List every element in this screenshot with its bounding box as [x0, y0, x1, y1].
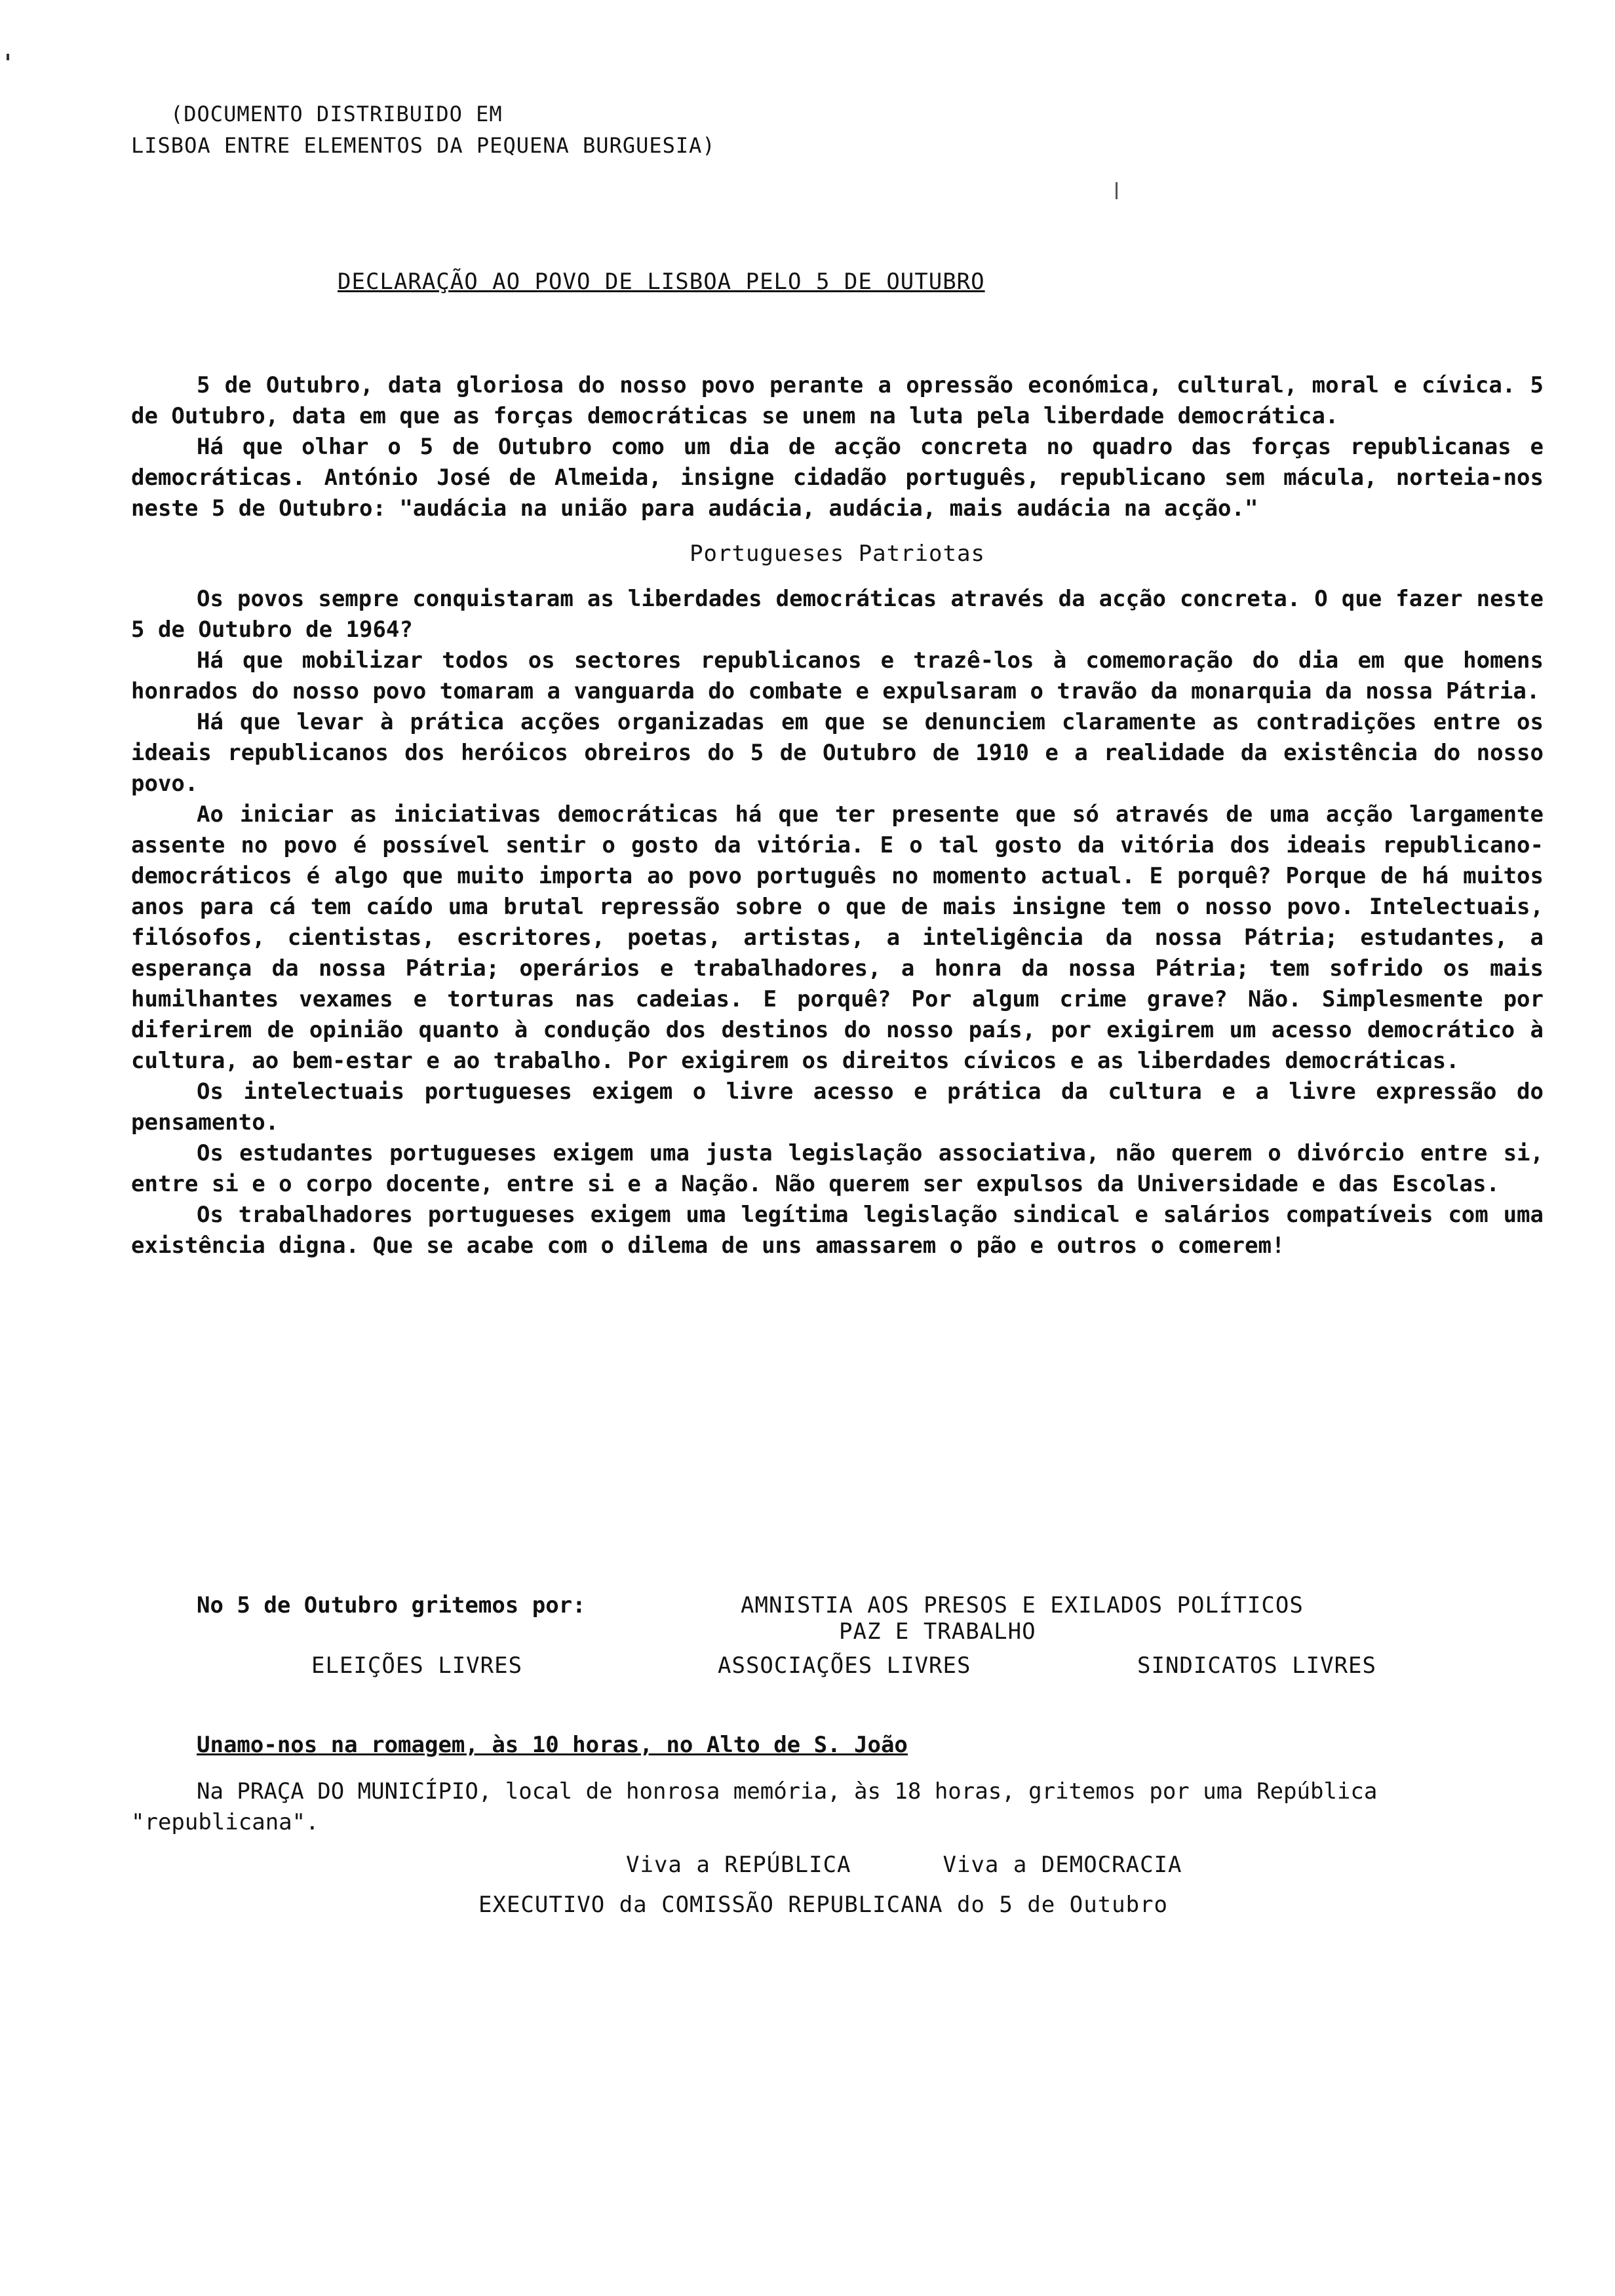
paragraph: Há que olhar o 5 de Outubro como um dia de acção concreta no quadro das forças republicanas e democráticas. António José de Almeida, insigne cidadão português, republicano sem mácula, norteia-nos neste 5 de Outubro: "audácia na união para audácia, audácia, mais audácia na acção."	[131, 434, 1544, 522]
paragraph: Os trabalhadores portugueses exigem uma legítima legislação sindical e salários compatíveis com uma existência digna. Que se acabe com o dilema de uns amassarem o pão e outros o comerem!	[131, 1202, 1544, 1259]
paragraph: Os povos sempre conquistaram as liberdades democráticas através da acção concreta. O que fazer neste 5 de Outubro de 1964?	[131, 586, 1544, 643]
slogans-block	[131, 1591, 1544, 1679]
header-line-1: (DOCUMENTO DISTRIBUIDO EM	[170, 102, 503, 126]
document-body	[131, 370, 1544, 1261]
vivas-line	[131, 1850, 1544, 1881]
slogans-row	[311, 1651, 1557, 1680]
document-header	[131, 98, 983, 161]
closing-block	[131, 1730, 1544, 1921]
praca-notice: Na PRAÇA DO MUNICÍPIO, local de honrosa memória, às 18 horas, gritemos por uma República "republicana".	[131, 1778, 1378, 1835]
paragraph: Há que mobilizar todos os sectores republicanos e trazê-los à comemoração do dia em que homens honrados do nosso povo tomaram a vanguarda do combate e expulsaram o travão da monarquia da nossa Pátria.	[131, 647, 1544, 704]
subheading: Portugueses Patriotas	[690, 541, 985, 567]
document-title: DECLARAÇÃO AO POVO DE LISBOA PELO 5 DE OUTUBRO	[338, 269, 985, 295]
slogan-elections: ELEIÇÕES LIVRES	[311, 1653, 523, 1679]
meeting-notice: Unamo-nos na romagem, às 10 horas, no Alto de S. João	[197, 1732, 908, 1758]
slogans-intro: No 5 de Outubro gritemos por:	[197, 1592, 586, 1618]
viva-democracia: Viva a DEMOCRACIA	[943, 1852, 1182, 1878]
slogan-amnesty: AMNISTIA AOS PRESOS E EXILADOS POLÍTICOS	[741, 1592, 1304, 1618]
signature: EXECUTIVO da COMISSÃO REPUBLICANA do 5 de Outubro	[478, 1892, 1169, 1918]
slogan-unions: SINDICATOS LIVRES	[1137, 1653, 1376, 1679]
paragraph: Os intelectuais portugueses exigem o livre acesso e prática da cultura e a livre expressão do pensamento.	[131, 1079, 1544, 1136]
slogan-peace: PAZ E TRABALHO	[839, 1618, 1036, 1645]
paragraph: 5 de Outubro, data gloriosa do nosso povo perante a opressão económica, cultural, moral e cívica. 5 de Outubro, data em que as forças democráticas se unem na luta pela liberdade democrática.	[131, 372, 1544, 429]
paragraph: Os estudantes portugueses exigem uma justa legislação associativa, não querem o divórcio entre si, entre si e o corpo docente, entre si e a Nação. Não querem ser expulsos da Universidade e das Escolas.	[131, 1140, 1544, 1197]
scan-speck	[7, 54, 9, 60]
slogan-associations: ASSOCIAÇÕES LIVRES	[718, 1653, 971, 1679]
paragraph: Ao iniciar as iniciativas democráticas há que ter presente que só através de uma acção largamente assente no povo é possível sentir o gosto da vitória. E o tal gosto da vitória dos ideais republicano-democráticos é algo que muito importa ao povo português no momento actual. E porquê? Porque de há muitos anos para cá tem caído uma brutal repressão sobre o que de mais insigne tem o nosso povo. Intelectuais, filósofos, cientistas, escritores, poetas, artistas, a inteligência da nossa Pátria; estudantes, a esperança da nossa Pátria; operários e trabalhadores, a honra da nossa Pátria; tem sofrido os mais humilhantes vexames e torturas nas cadeias. E porquê? Por algum crime grave? Não. Simplesmente por diferirem de opinião quanto à condução dos destinos do nosso país, por exigirem um acesso democrático à cultura, ao bem-estar e ao trabalho. Por exigirem os direitos cívicos e as liberdades democráticas.	[131, 801, 1544, 1074]
header-line-2: LISBOA ENTRE ELEMENTOS DA PEQUENA BURGUESIA)	[131, 133, 716, 158]
viva-republica: Viva a REPÚBLICA	[626, 1852, 851, 1878]
scan-speck	[1116, 182, 1118, 199]
paragraph: Há que levar à prática acções organizadas em que se denunciem claramente as contradições entre os ideais republicanos dos heróicos obreiros do 5 de Outubro de 1910 e a realidade da existência do nosso povo.	[131, 709, 1544, 797]
